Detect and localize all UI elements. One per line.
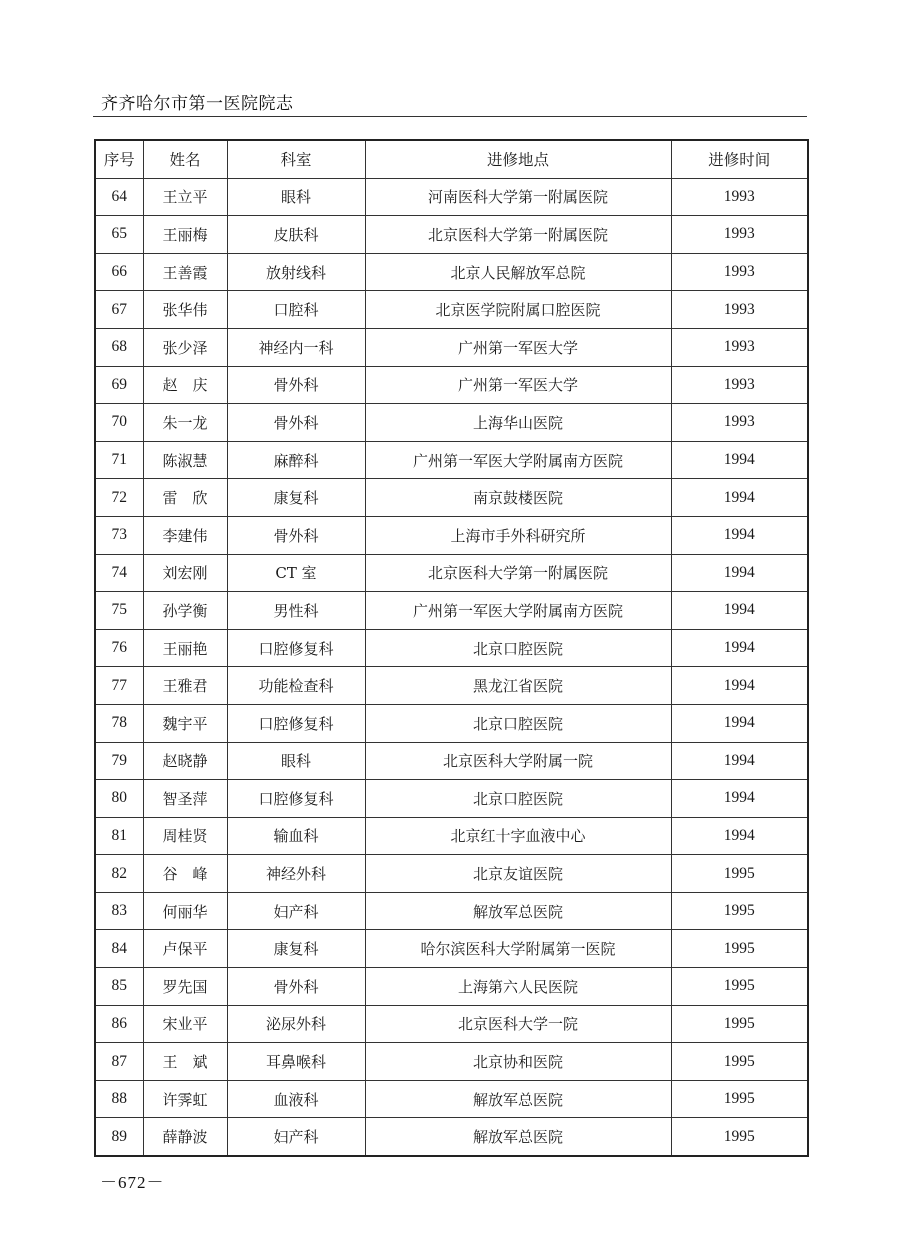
cell-index: 78 xyxy=(95,704,143,742)
cell-name: 王丽艳 xyxy=(143,629,227,667)
table-row xyxy=(95,1118,808,1156)
cell-training-year: 1993 xyxy=(671,328,808,366)
table-row xyxy=(95,742,808,780)
table-row xyxy=(95,216,808,254)
header-rule xyxy=(93,116,807,117)
training-record-table xyxy=(94,139,809,1157)
cell-training-year: 1995 xyxy=(671,1118,808,1156)
cell-training-year: 1994 xyxy=(671,629,808,667)
table-row xyxy=(95,253,808,291)
cell-training-location: 北京医学院附属口腔医院 xyxy=(365,291,671,329)
table-body xyxy=(95,178,808,1156)
cell-department: 男性科 xyxy=(227,592,365,630)
cell-name: 魏宇平 xyxy=(143,704,227,742)
cell-index: 64 xyxy=(95,178,143,216)
cell-training-location: 北京医科大学第一附属医院 xyxy=(365,216,671,254)
cell-training-location: 北京友谊医院 xyxy=(365,855,671,893)
cell-training-year: 1993 xyxy=(671,178,808,216)
cell-index: 74 xyxy=(95,554,143,592)
cell-index: 73 xyxy=(95,516,143,554)
cell-training-location: 北京医科大学第一附属医院 xyxy=(365,554,671,592)
cell-department: 皮肤科 xyxy=(227,216,365,254)
cell-training-year: 1994 xyxy=(671,817,808,855)
cell-index: 88 xyxy=(95,1080,143,1118)
cell-department: 骨外科 xyxy=(227,404,365,442)
cell-training-location: 北京医科大学附属一院 xyxy=(365,742,671,780)
cell-department: 功能检查科 xyxy=(227,667,365,705)
cell-training-year: 1993 xyxy=(671,253,808,291)
cell-department: 骨外科 xyxy=(227,366,365,404)
cell-name: 智圣萍 xyxy=(143,780,227,818)
cell-name: 王丽梅 xyxy=(143,216,227,254)
cell-index: 70 xyxy=(95,404,143,442)
cell-training-location: 解放军总医院 xyxy=(365,1080,671,1118)
cell-training-year: 1995 xyxy=(671,1080,808,1118)
column-header-training-location: 进修地点 xyxy=(365,140,671,178)
cell-index: 82 xyxy=(95,855,143,893)
cell-department: 骨外科 xyxy=(227,516,365,554)
cell-name: 谷 峰 xyxy=(143,855,227,893)
cell-name: 王善霞 xyxy=(143,253,227,291)
cell-index: 80 xyxy=(95,780,143,818)
cell-department: 耳鼻喉科 xyxy=(227,1043,365,1081)
cell-training-year: 1995 xyxy=(671,1005,808,1043)
cell-name: 刘宏刚 xyxy=(143,554,227,592)
cell-training-year: 1995 xyxy=(671,855,808,893)
cell-name: 卢保平 xyxy=(143,930,227,968)
cell-training-year: 1994 xyxy=(671,742,808,780)
cell-training-year: 1994 xyxy=(671,554,808,592)
cell-name: 陈淑慧 xyxy=(143,441,227,479)
table-row xyxy=(95,855,808,893)
cell-training-year: 1993 xyxy=(671,291,808,329)
cell-name: 李建伟 xyxy=(143,516,227,554)
cell-training-location: 黑龙江省医院 xyxy=(365,667,671,705)
cell-department: CT 室 xyxy=(227,554,365,592)
cell-name: 薛静波 xyxy=(143,1118,227,1156)
cell-name: 张少泽 xyxy=(143,328,227,366)
table-row xyxy=(95,667,808,705)
cell-training-year: 1995 xyxy=(671,892,808,930)
cell-training-location: 解放军总医院 xyxy=(365,1118,671,1156)
cell-department: 妇产科 xyxy=(227,892,365,930)
cell-training-location: 北京医科大学一院 xyxy=(365,1005,671,1043)
table-row xyxy=(95,1043,808,1081)
cell-index: 65 xyxy=(95,216,143,254)
table-header-row xyxy=(95,140,808,178)
cell-department: 泌尿外科 xyxy=(227,1005,365,1043)
cell-department: 输血科 xyxy=(227,817,365,855)
cell-name: 孙学衡 xyxy=(143,592,227,630)
page-number: －672－ xyxy=(100,1173,165,1192)
cell-index: 76 xyxy=(95,629,143,667)
cell-name: 朱一龙 xyxy=(143,404,227,442)
cell-training-location: 南京鼓楼医院 xyxy=(365,479,671,517)
cell-index: 84 xyxy=(95,930,143,968)
running-header-title: 齐齐哈尔市第一医院院志 xyxy=(101,94,294,114)
cell-index: 68 xyxy=(95,328,143,366)
cell-training-year: 1994 xyxy=(671,667,808,705)
table-row xyxy=(95,516,808,554)
cell-training-year: 1993 xyxy=(671,404,808,442)
column-header-name: 姓名 xyxy=(143,140,227,178)
cell-department: 血液科 xyxy=(227,1080,365,1118)
cell-training-year: 1994 xyxy=(671,780,808,818)
cell-name: 赵 庆 xyxy=(143,366,227,404)
cell-training-year: 1994 xyxy=(671,704,808,742)
cell-name: 王立平 xyxy=(143,178,227,216)
table-header xyxy=(95,140,808,178)
cell-department: 眼科 xyxy=(227,742,365,780)
cell-name: 许霁虹 xyxy=(143,1080,227,1118)
table-row xyxy=(95,328,808,366)
cell-index: 75 xyxy=(95,592,143,630)
cell-training-year: 1993 xyxy=(671,366,808,404)
cell-index: 79 xyxy=(95,742,143,780)
cell-index: 81 xyxy=(95,817,143,855)
cell-training-location: 北京人民解放军总院 xyxy=(365,253,671,291)
cell-name: 雷 欣 xyxy=(143,479,227,517)
cell-department: 妇产科 xyxy=(227,1118,365,1156)
cell-name: 罗先国 xyxy=(143,968,227,1006)
cell-training-year: 1995 xyxy=(671,968,808,1006)
table-row xyxy=(95,704,808,742)
cell-index: 89 xyxy=(95,1118,143,1156)
cell-training-year: 1994 xyxy=(671,441,808,479)
cell-training-location: 北京口腔医院 xyxy=(365,629,671,667)
cell-department: 口腔科 xyxy=(227,291,365,329)
cell-department: 麻醉科 xyxy=(227,441,365,479)
column-header-training-year: 进修时间 xyxy=(671,140,808,178)
cell-name: 周桂贤 xyxy=(143,817,227,855)
cell-name: 王 斌 xyxy=(143,1043,227,1081)
cell-training-location: 上海华山医院 xyxy=(365,404,671,442)
cell-department: 口腔修复科 xyxy=(227,704,365,742)
table-row xyxy=(95,780,808,818)
cell-name: 张华伟 xyxy=(143,291,227,329)
cell-training-location: 北京口腔医院 xyxy=(365,780,671,818)
cell-name: 赵晓静 xyxy=(143,742,227,780)
cell-training-location: 广州第一军医大学 xyxy=(365,328,671,366)
cell-training-year: 1994 xyxy=(671,516,808,554)
table-row xyxy=(95,817,808,855)
cell-training-location: 河南医科大学第一附属医院 xyxy=(365,178,671,216)
cell-department: 放射线科 xyxy=(227,253,365,291)
cell-index: 71 xyxy=(95,441,143,479)
table-row xyxy=(95,554,808,592)
cell-training-year: 1995 xyxy=(671,930,808,968)
table-row xyxy=(95,404,808,442)
cell-name: 何丽华 xyxy=(143,892,227,930)
table-row xyxy=(95,1080,808,1118)
table-row xyxy=(95,366,808,404)
cell-department: 口腔修复科 xyxy=(227,780,365,818)
cell-training-location: 广州第一军医大学 xyxy=(365,366,671,404)
cell-training-location: 上海市手外科研究所 xyxy=(365,516,671,554)
training-record-table-container xyxy=(94,139,807,1157)
cell-index: 85 xyxy=(95,968,143,1006)
cell-department: 康复科 xyxy=(227,479,365,517)
cell-training-location: 哈尔滨医科大学附属第一医院 xyxy=(365,930,671,968)
cell-department: 口腔修复科 xyxy=(227,629,365,667)
table-row xyxy=(95,441,808,479)
cell-department: 神经外科 xyxy=(227,855,365,893)
table-row xyxy=(95,1005,808,1043)
cell-department: 骨外科 xyxy=(227,968,365,1006)
cell-index: 66 xyxy=(95,253,143,291)
cell-training-location: 广州第一军医大学附属南方医院 xyxy=(365,441,671,479)
cell-training-year: 1993 xyxy=(671,216,808,254)
cell-index: 83 xyxy=(95,892,143,930)
table-row xyxy=(95,479,808,517)
table-row xyxy=(95,629,808,667)
cell-name: 宋业平 xyxy=(143,1005,227,1043)
cell-index: 87 xyxy=(95,1043,143,1081)
cell-training-location: 解放军总医院 xyxy=(365,892,671,930)
table-row xyxy=(95,930,808,968)
cell-training-location: 北京协和医院 xyxy=(365,1043,671,1081)
cell-index: 69 xyxy=(95,366,143,404)
column-header-department: 科室 xyxy=(227,140,365,178)
cell-training-location: 广州第一军医大学附属南方医院 xyxy=(365,592,671,630)
cell-index: 77 xyxy=(95,667,143,705)
cell-index: 67 xyxy=(95,291,143,329)
cell-index: 72 xyxy=(95,479,143,517)
column-header-index: 序号 xyxy=(95,140,143,178)
cell-training-year: 1994 xyxy=(671,592,808,630)
table-row xyxy=(95,592,808,630)
cell-training-location: 北京口腔医院 xyxy=(365,704,671,742)
cell-department: 康复科 xyxy=(227,930,365,968)
cell-training-year: 1995 xyxy=(671,1043,808,1081)
cell-name: 王雅君 xyxy=(143,667,227,705)
table-row xyxy=(95,291,808,329)
cell-department: 神经内一科 xyxy=(227,328,365,366)
cell-training-location: 北京红十字血液中心 xyxy=(365,817,671,855)
cell-index: 86 xyxy=(95,1005,143,1043)
cell-training-year: 1994 xyxy=(671,479,808,517)
cell-department: 眼科 xyxy=(227,178,365,216)
table-row xyxy=(95,892,808,930)
table-row xyxy=(95,968,808,1006)
table-row xyxy=(95,178,808,216)
cell-training-location: 上海第六人民医院 xyxy=(365,968,671,1006)
